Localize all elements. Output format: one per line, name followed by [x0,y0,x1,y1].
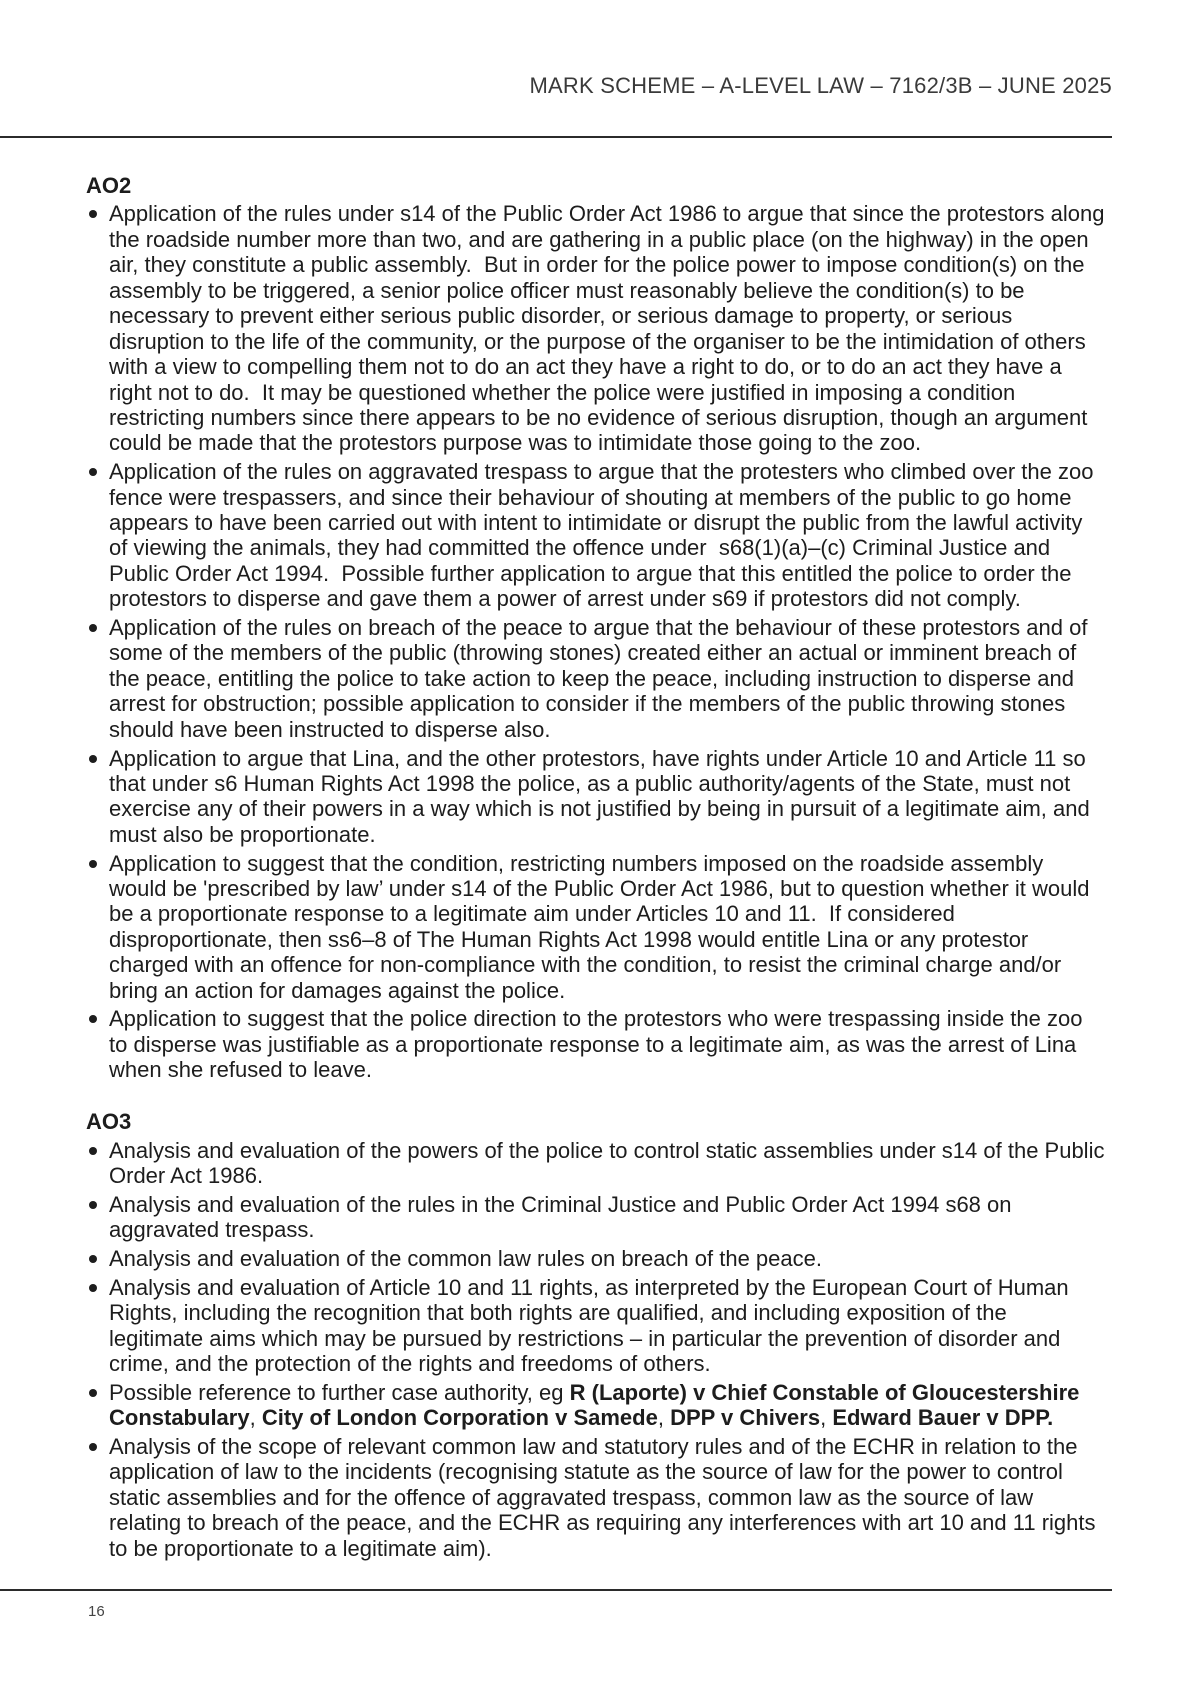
bullet-line: protestors to disperse and gave them a power of arrest under s69 if protestors did not comply. [109,586,1021,612]
bullet-line: could be made that the protestors purpose was to intimidate those going to the zoo. [109,430,922,456]
bullet-line: arrest for obstruction; possible application to consider if the members of the public throwing stones [109,691,1066,717]
bullet-item [86,1006,1146,1082]
bullet-line: Rights, including the recognition that both rights are qualified, and including exposition of the [109,1300,1007,1326]
bullet-list [86,201,1146,1082]
bullet-line: would be 'prescribed by law’ under s14 of the Public Order Act 1986, but to question whether it would [109,876,1090,901]
bullet-line: should have been instructed to disperse also. [109,716,551,742]
bullet-line: when she refused to leave. [109,1057,372,1083]
bullet-line: Public Order Act 1994. Possible further application to argue that this entitled the police to order the [109,560,1072,586]
case-citation: Edward Bauer v DPP. [832,1405,1054,1431]
bullet-line: of viewing the animals, they had committed the offence under s68(1)(a)–(c) Criminal Justice and [109,535,1051,561]
bullet-line: Application of the rules on breach of the peace to argue that the behaviour of these protestors and of [109,615,1088,641]
bullet-line: necessary to prevent either serious public disorder, or serious damage to property, or serious [109,303,1013,329]
bullet-icon [89,1443,97,1451]
bullet-line: that under s6 Human Rights Act 1998 the police, as a public authority/agents of the State, must not [109,770,1071,796]
bullet-text: Possible reference to further case authority, eg [109,1379,570,1405]
case-citation: R (Laporte) v Chief Constable of Gloucestershire [569,1379,1080,1405]
bullet-line: the peace, entitling the police to take action to keep the peace, including instruction to disperse and [109,665,1074,691]
bullet-line: disproportionate, then ss6–8 of The Human Rights Act 1998 would entitle Lina or any protestor [109,926,1029,952]
bullet-line: right not to do. It may be questioned whether the police were justified in imposing a condition [109,379,1016,405]
bullet-icon [89,860,97,868]
bullet-line: legitimate aims which may be pursued by restrictions – in particular the prevention of disorder and [109,1325,1061,1351]
bullet-item [86,1246,1146,1271]
bullet-line: Analysis and evaluation of the common law rules on breach of the peace. [109,1245,822,1271]
bullet-icon [89,1389,97,1397]
case-citation: DPP v Chivers [670,1405,821,1431]
case-citation: City of London Corporation v Samede [261,1405,658,1431]
bullet-item [86,201,1146,455]
bullet-line: to be proportionate to a legitimate aim). [109,1535,492,1561]
bullet-line: exercise any of their powers in a way which is not justified by being in pursuit of a legitimate aim, and [109,796,1090,822]
bullet-line: Application of the rules under s14 of the Public Order Act 1986 to argue that since the protestors along [109,201,1105,227]
bullet-line: Application to suggest that the police direction to the protestors who were trespassing inside the zoo [109,1006,1083,1032]
bullet-icon [89,1147,97,1155]
section-heading: AO3 [86,1109,132,1135]
bullet-item [86,1434,1146,1561]
footer-divider [0,1589,1112,1591]
bullet-text: , [249,1405,262,1431]
bullet-icon [89,210,97,218]
bullet-icon [89,1284,97,1292]
bullet-icon [89,468,97,476]
bullet-icon [89,1201,97,1209]
bullet-line: Analysis and evaluation of the rules in the Criminal Justice and Public Order Act 1994 s68 on [109,1191,1012,1217]
bullet-line: Analysis of the scope of relevant common law and statutory rules and of the ECHR in relation to the [109,1433,1078,1459]
bullet-line [109,1405,1146,1430]
bullet-line: some of the members of the public (throwing stones) created either an actual or imminent breach of [109,640,1077,666]
section-ao3 [86,1109,1146,1561]
page-number: 16 [88,1603,105,1620]
bullet-item [86,851,1146,1004]
bullet-list [86,1138,1146,1561]
bullet-line: Application to argue that Lina, and the other protestors, have rights under Article 10 and Article 11 so [109,745,1086,771]
bullet-item [86,1138,1146,1189]
bullet-line: bring an action for damages against the police. [109,977,566,1003]
case-citation: Constabulary [109,1405,250,1431]
bullet-line: Order Act 1986. [109,1163,264,1189]
bullet-line: must also be proportionate. [109,821,376,847]
bullet-line: aggravated trespass. [109,1217,315,1243]
bullet-item [86,1192,1146,1243]
bullet-line: air, they constitute a public assembly. But in order for the police power to impose condition(s) on the [109,252,1085,278]
page-header-title: MARK SCHEME – A-LEVEL LAW – 7162/3B – JUNE 2025 [529,73,1112,98]
bullet-item [86,1380,1146,1431]
bullet-line: restricting numbers since there appears to be no evidence of serious disruption, though an argument [109,404,1088,430]
bullet-line: fence were trespassers, and since their behaviour of shouting at members of the public to go home [109,484,1072,510]
bullet-line: to disperse was justifiable as a proportionate response to a legitimate aim, as was the arrest of Lina [109,1031,1077,1057]
bullet-line: relating to breach of the peace, and the ECHR as requiring any interferences with art 10 and 11 rights [109,1510,1096,1536]
bullet-icon [89,1015,97,1023]
bullet-line: Analysis and evaluation of Article 10 and 11 rights, as interpreted by the European Court of Human [109,1274,1069,1300]
bullet-line: Application of the rules on aggravated trespass to argue that the protesters who climbed over the zoo [109,459,1094,485]
bullet-text: , [657,1405,671,1431]
bullet-line: disruption to the life of the community, or the purpose of the organiser to be the intimidation of others [109,328,1086,354]
bullet-item [86,746,1146,848]
bullet-line [109,1380,1146,1405]
bullet-line: crime, and the protection of the rights and freedoms of others. [109,1351,711,1377]
section-ao2 [86,173,1146,1083]
bullet-icon [89,624,97,632]
bullet-line: assembly to be triggered, a senior police officer must reasonably believe the condition(s) to be [109,277,1025,303]
bullet-item [86,1275,1146,1377]
bullet-line: be a proportionate response to a legitimate aim under Articles 10 and 11. If considered [109,901,955,927]
bullet-line: appears to have been carried out with intent to intimidate or disrupt the public from the lawful activity [109,509,1083,535]
bullet-text: , [820,1405,833,1431]
bullet-line: with a view to compelling them not to do an act they have a right to do, or to do an act they have a [109,354,1062,380]
section-heading: AO2 [86,173,132,198]
bullet-line: charged with an offence for non-compliance with the condition, to resist the criminal charge and/or [109,952,1062,978]
bullet-line: application of law to the incidents (recognising statute as the source of law for the power to control [109,1459,1063,1485]
bullet-item [86,459,1146,612]
bullet-icon [89,1255,97,1263]
mark-scheme-content [86,173,1146,1561]
bullet-line: Analysis and evaluation of the powers of the police to control static assemblies under s14 of the Public [109,1137,1105,1163]
bullet-icon [89,755,97,763]
bullet-line: the roadside number more than two, and are gathering in a public place (on the highway) in the open [109,226,1089,252]
bullet-line: static assemblies and for the offence of aggravated trespass, common law as the source of law [109,1484,1034,1510]
bullet-line: Application to suggest that the condition, restricting numbers imposed on the roadside assembly [109,850,1044,876]
bullet-item [86,615,1146,742]
header-divider [0,136,1112,138]
